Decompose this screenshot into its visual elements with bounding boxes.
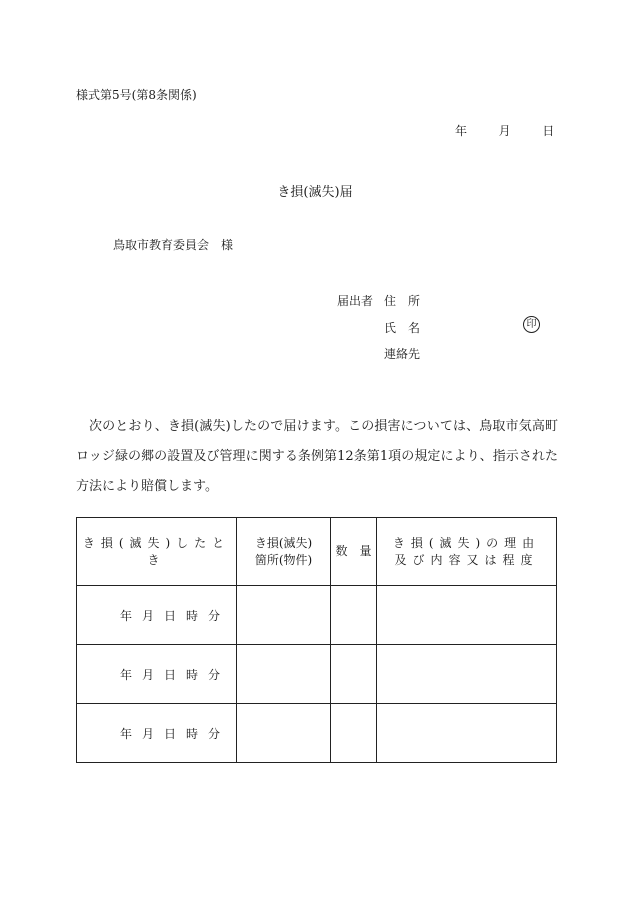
header-when: き損(滅失)したとき (77, 518, 237, 586)
location-cell[interactable] (237, 586, 331, 645)
header-location-line1: き損(滅失) (254, 535, 313, 550)
date-year: 年 (455, 124, 468, 138)
date-month: 月 (498, 124, 511, 138)
reason-cell[interactable] (377, 586, 557, 645)
header-reason-line2: 及び内容又は程度 (394, 552, 539, 567)
location-cell[interactable] (237, 704, 331, 763)
when-cell[interactable]: 年月日時分 (77, 704, 237, 763)
address-label: 住 所 (384, 294, 421, 308)
header-location (237, 518, 331, 586)
contact-label: 連絡先 (384, 347, 421, 361)
date-line (455, 122, 554, 139)
damage-report-table (76, 517, 557, 763)
header-quantity: 数 量 (331, 518, 377, 586)
table-row (77, 704, 557, 763)
reason-cell[interactable] (377, 645, 557, 704)
header-reason (377, 518, 557, 586)
table-row (77, 645, 557, 704)
header-reason-line1: き損(滅失)の理由 (392, 535, 541, 550)
form-number: 様式第5号(第8条関係) (76, 88, 197, 102)
date-day: 日 (542, 124, 555, 138)
body-paragraph: 次のとおり、き損(滅失)したので届けます。この損害については、鳥取市気高町ロッジ緑の郷の設置及び管理に関する条例第12条第1項の規定により、指示された方法により賠償します。 (76, 419, 558, 494)
quantity-cell[interactable] (331, 704, 377, 763)
location-cell[interactable] (237, 645, 331, 704)
name-label: 氏 名 (384, 321, 421, 335)
quantity-cell[interactable] (331, 586, 377, 645)
seal-mark: 印 (523, 316, 540, 333)
table-row (77, 586, 557, 645)
applicant-label: 届出者 (337, 294, 374, 308)
header-location-line2: 箇所(物件) (254, 552, 313, 567)
document-title: き損(滅失)届 (277, 185, 353, 200)
recipient: 鳥取市教育委員会 様 (113, 238, 234, 252)
table-header-row (77, 518, 557, 586)
when-cell[interactable]: 年月日時分 (77, 645, 237, 704)
reason-cell[interactable] (377, 704, 557, 763)
when-cell[interactable]: 年月日時分 (77, 586, 237, 645)
quantity-cell[interactable] (331, 645, 377, 704)
